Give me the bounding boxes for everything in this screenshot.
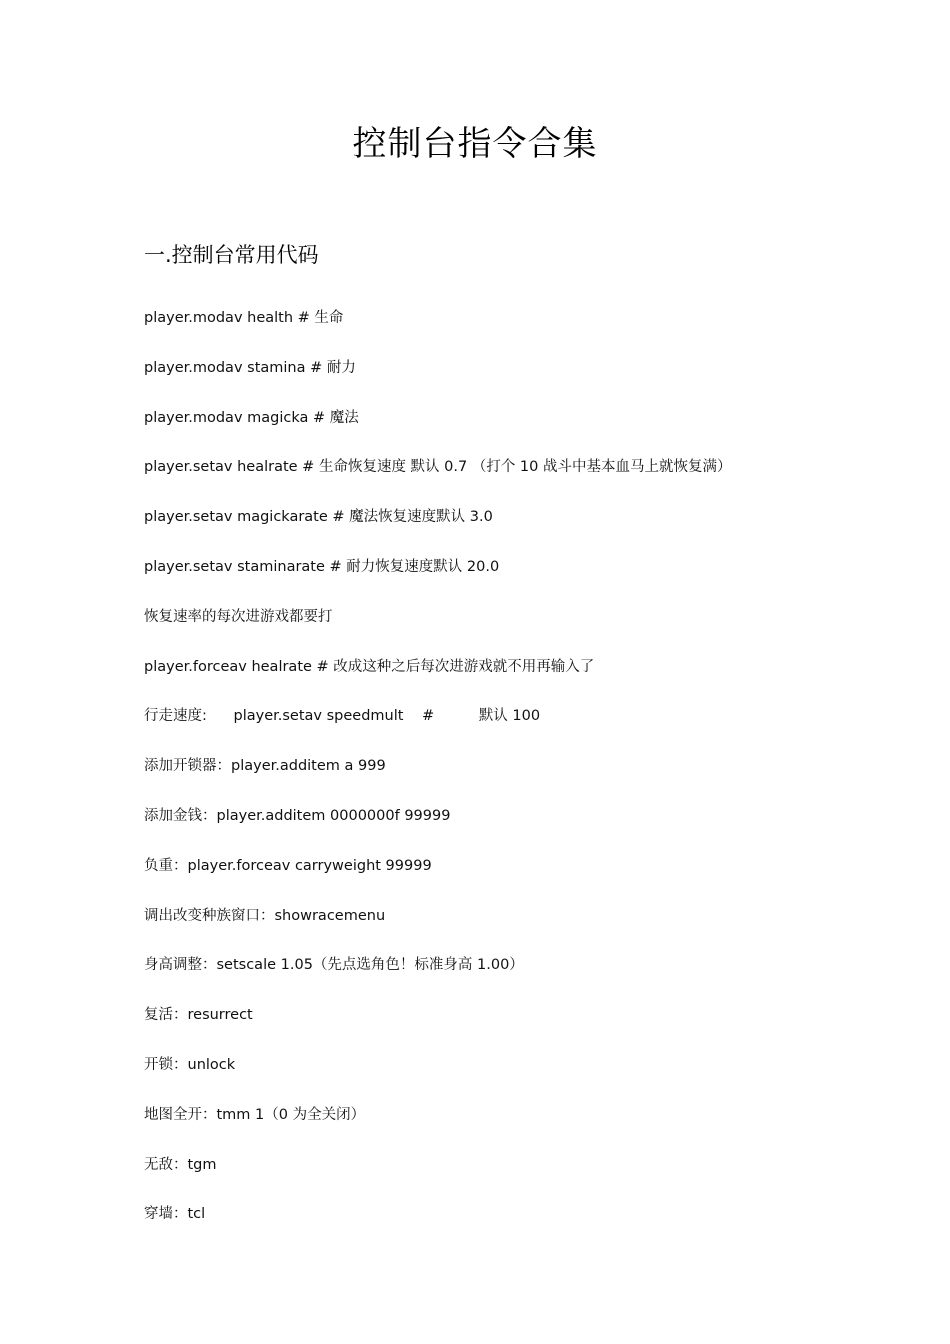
command-line: player.modav magicka # 魔法 xyxy=(144,409,359,426)
walk-speed-label: 行走速度: xyxy=(144,708,207,725)
walk-speed-command: player.setav speedmult xyxy=(233,708,404,725)
command-line: player.setav magickarate # 魔法恢复速度默认 3.0 xyxy=(144,509,493,526)
command-list xyxy=(144,300,904,1246)
command-line: 无敌：tgm xyxy=(144,1156,217,1173)
command-line: player.setav staminarate # 耐力恢复速度默认 20.0 xyxy=(144,558,500,575)
command-line: player.modav health # 生命 xyxy=(144,310,344,326)
command-line: 负重：player.forceav carryweight 99999 xyxy=(144,857,432,874)
command-line: 添加金钱：player.additem 0000000f 99999 xyxy=(144,807,451,824)
command-line: 身高调整：setscale 1.05（先点选角色！标准身高 1.00） xyxy=(144,957,524,974)
command-line: 地图全开：tmm 1（0 为全关闭） xyxy=(144,1106,366,1123)
document-title: 控制台指令合集 xyxy=(352,124,598,164)
command-line: player.modav stamina # 耐力 xyxy=(144,359,356,376)
walk-speed-line xyxy=(144,698,904,748)
command-line: 穿墙：tcl xyxy=(144,1206,206,1223)
command-line: 调出改变种族窗口：showracemenu xyxy=(144,907,386,924)
command-line: player.forceav healrate # 改成这种之后每次进游戏就不用再输入了 xyxy=(144,658,595,675)
walk-speed-hash: # xyxy=(422,708,435,725)
section-heading: 一.控制台常用代码 xyxy=(144,243,319,267)
command-line: 添加开锁器：player.additem a 999 xyxy=(144,758,386,775)
command-line: player.setav healrate # 生命恢复速度 默认 0.7 （打个 10 战斗中基本血马上就恢复满） xyxy=(144,459,732,476)
command-line: 开锁：unlock xyxy=(144,1056,236,1073)
note-line: 恢复速率的每次进游戏都要打 xyxy=(144,608,333,625)
walk-speed-default: 默认 100 xyxy=(478,708,541,725)
command-line: 复活：resurrect xyxy=(144,1007,253,1024)
